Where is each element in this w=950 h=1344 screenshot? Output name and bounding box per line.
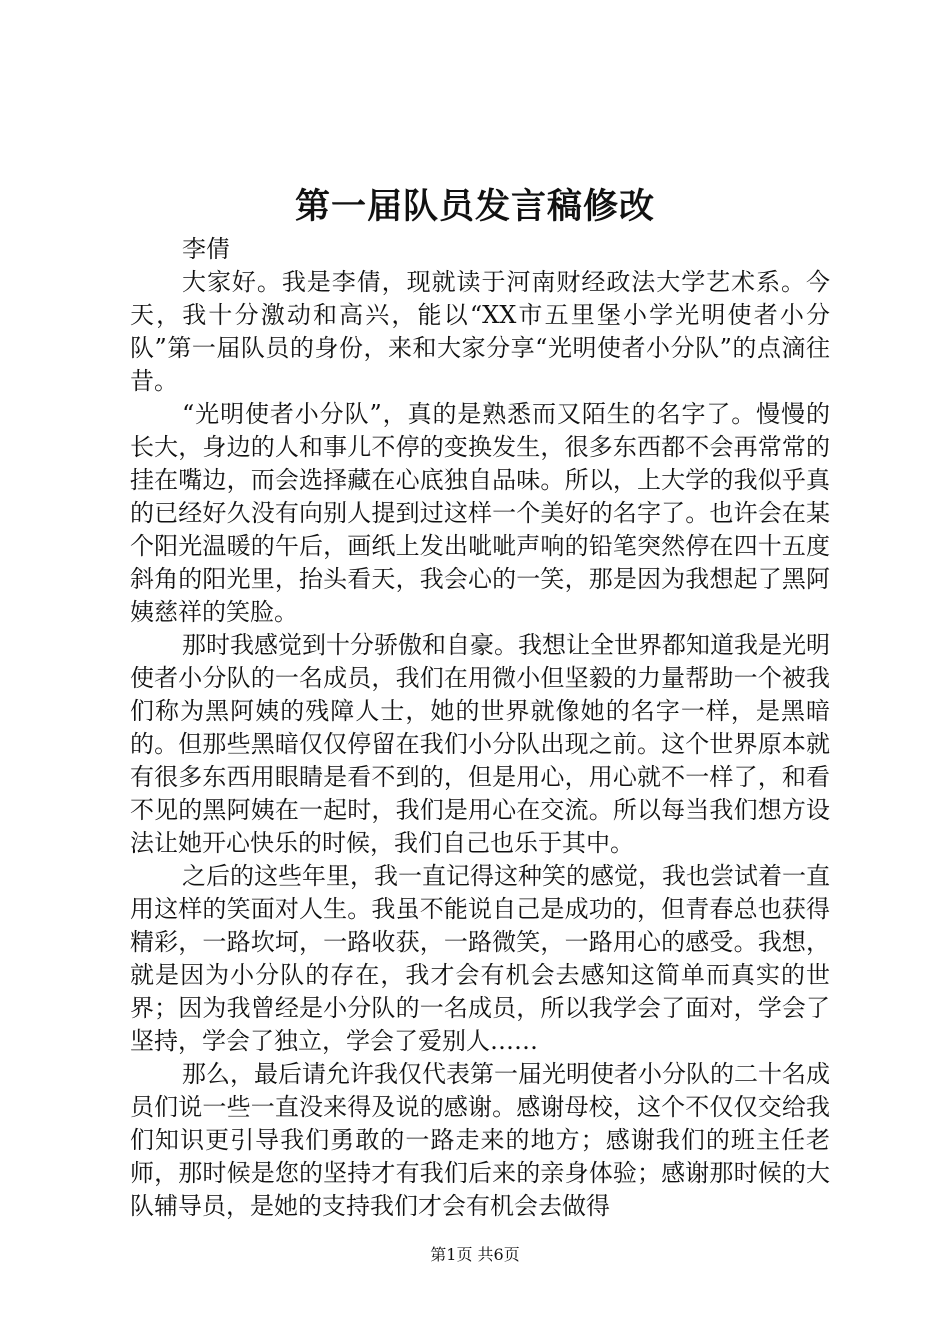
document-body bbox=[130, 233, 830, 1223]
page-number-footer: 第1页 共6页 bbox=[430, 1245, 520, 1264]
paragraph: 那时我感觉到十分骄傲和自豪。我想让全世界都知道我是光明使者小分队的一名成员，我们在用微小但坚毅的力量帮助一个被我们称为黑阿姨的残障人士，她的世界就像她的名字一样，是黑暗的。但那些黑暗仅仅停留在我们小分队出现之前。这个世界原本就有很多东西用眼睛是看不到的，但是用心，用心就不一样了，和看不见的黑阿姨在一起时，我们是用心在交流。所以每当我们想方设法让她开心快乐的时候，我们自己也乐于其中。 bbox=[130, 631, 830, 857]
paragraph: 之后的这些年里，我一直记得这种笑的感觉，我也尝试着一直用这样的笑面对人生。我虽不能说自己是成功的，但青春总也获得精彩，一路坎坷，一路收获，一路微笑，一路用心的感受。我想，就是因为小分队的存在，我才会有机会去感知这简单而真实的世界；因为我曾经是小分队的一名成员，所以我学会了面对，学会了坚持，学会了独立，学会了爱别人…… bbox=[130, 862, 830, 1055]
author-name: 李倩 bbox=[182, 235, 230, 263]
paragraph: 那么，最后请允许我仅代表第一届光明使者小分队的二十名成员们说一些一直没来得及说的感谢。感谢母校，这个不仅仅交给我们知识更引导我们勇敢的一路走来的地方；感谢我们的班主任老师，那时候是您的坚持才有我们后来的亲身体验；感谢那时候的大队辅导员，是她的支持我们才会有机会去做得 bbox=[130, 1060, 830, 1220]
paragraph: 大家好。我是李倩，现就读于河南财经政法大学艺术系。今天，我十分激动和高兴，能以“XX市五里堡小学光明使者小分队”第一届队员的身份，来和大家分享“光明使者小分队”的点滴往昔。 bbox=[130, 268, 830, 395]
paragraph: “光明使者小分队”，真的是熟悉而又陌生的名字了。慢慢的长大，身边的人和事儿不停的变换发生，很多东西都不会再常常的挂在嘴边，而会选择藏在心底独自品味。所以，上大学的我似乎真的已经好久没有向别人提到过这样一个美好的名字了。也许会在某个阳光温暖的午后，画纸上发出呲呲声响的铅笔突然停在四十五度斜角的阳光里，抬头看天，我会心的一笑，那是因为我想起了黑阿姨慈祥的笑脸。 bbox=[130, 400, 830, 626]
document-title: 第一届队员发言稿修改 bbox=[294, 186, 655, 227]
